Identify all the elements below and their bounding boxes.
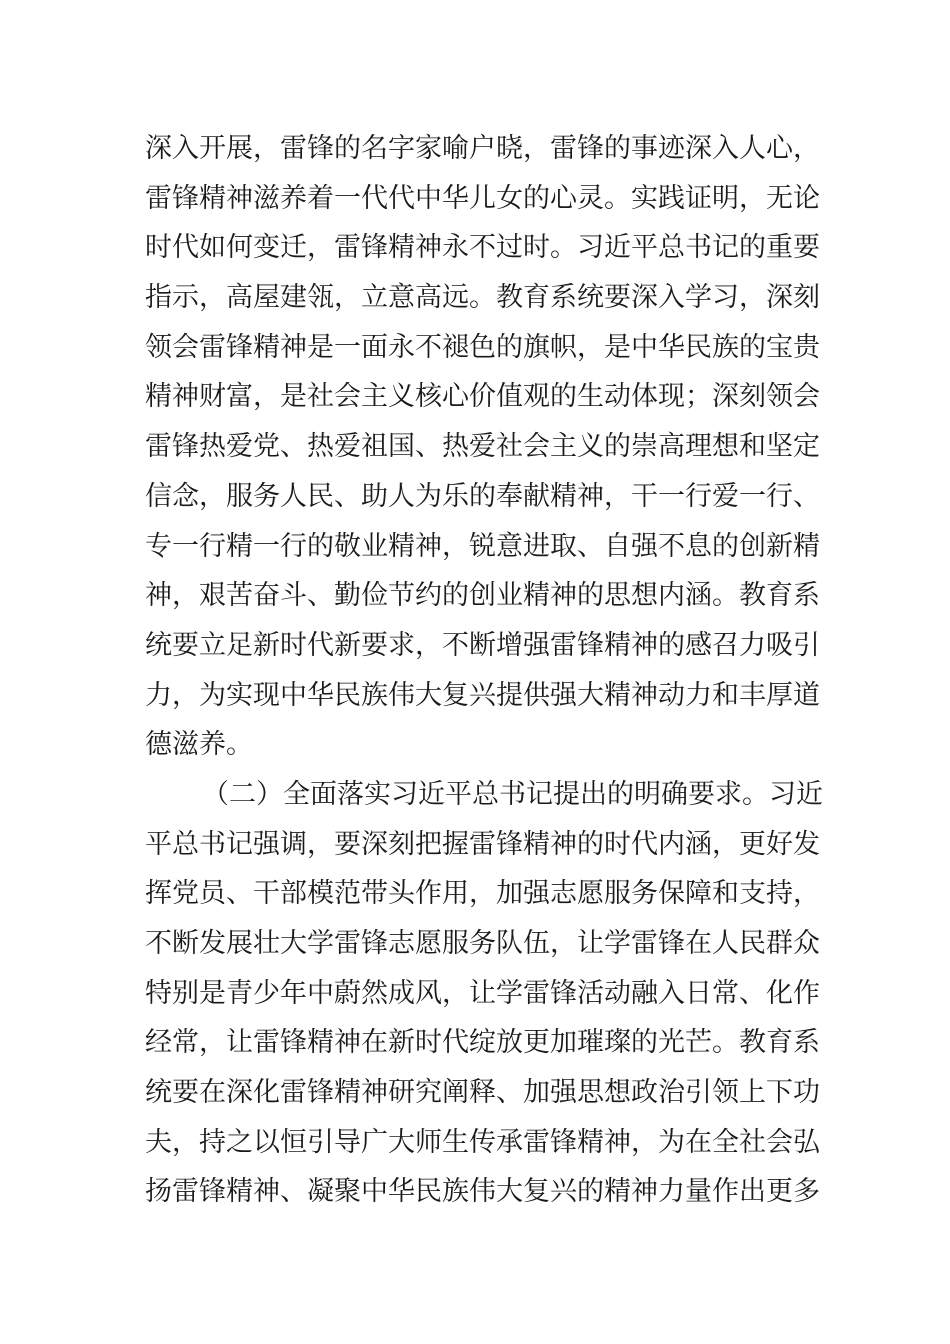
text-line: 夫，持之以恒引导广大师生传承雷锋精神，为在全社会弘: [145, 1126, 820, 1158]
text-line: 精神财富，是社会主义核心价值观的生动体现；深刻领会: [145, 381, 820, 413]
text-line: 平总书记强调，要深刻把握雷锋精神的时代内涵，更好发: [145, 828, 820, 860]
text-line: （二）全面落实习近平总书记提出的明确要求。习近: [202, 778, 823, 810]
text-line: 神，艰苦奋斗、勤俭节约的创业精神的思想内涵。教育系: [145, 580, 820, 612]
text-line: 信念，服务人民、助人为乐的奉献精神，干一行爱一行、: [145, 480, 820, 512]
paragraph-1: [145, 124, 820, 770]
text-line: 专一行精一行的敬业精神，锐意进取、自强不息的创新精: [145, 530, 820, 562]
text-line: 特别是青少年中蔚然成风，让学雷锋活动融入日常、化作: [145, 977, 820, 1009]
text-line: 经常，让雷锋精神在新时代绽放更加璀璨的光芒。教育系: [145, 1027, 820, 1059]
text-line: 领会雷锋精神是一面永不褪色的旗帜，是中华民族的宝贵: [145, 331, 820, 363]
text-line: 统要在深化雷锋精神研究阐释、加强思想政治引领上下功: [145, 1077, 820, 1109]
text-line: 指示，高屋建瓴，立意高远。教育系统要深入学习，深刻: [145, 282, 820, 314]
text-line: 深入开展，雷锋的名字家喻户晓，雷锋的事迹深入人心，: [145, 133, 820, 164]
text-line: 统要立足新时代新要求，不断增强雷锋精神的感召力吸引: [145, 629, 820, 661]
text-line: 德滋养。: [145, 729, 253, 761]
text-line: 雷锋精神滋养着一代代中华儿女的心灵。实践证明，无论: [145, 182, 820, 214]
text-line: 不断发展壮大学雷锋志愿服务队伍，让学雷锋在人民群众: [145, 928, 820, 959]
body-text: [145, 124, 823, 1217]
text-line: 力，为实现中华民族伟大复兴提供强大精神动力和丰厚道: [145, 679, 820, 711]
paragraph-2: [145, 770, 823, 1217]
text-line: 挥党员、干部模范带头作用，加强志愿服务保障和支持，: [145, 878, 820, 910]
text-line: 扬雷锋精神、凝聚中华民族伟大复兴的精神力量作出更多: [145, 1176, 820, 1208]
text-line: 雷锋热爱党、热爱祖国、热爱社会主义的崇高理想和坚定: [145, 431, 820, 463]
text-line: 时代如何变迁，雷锋精神永不过时。习近平总书记的重要: [145, 232, 820, 264]
